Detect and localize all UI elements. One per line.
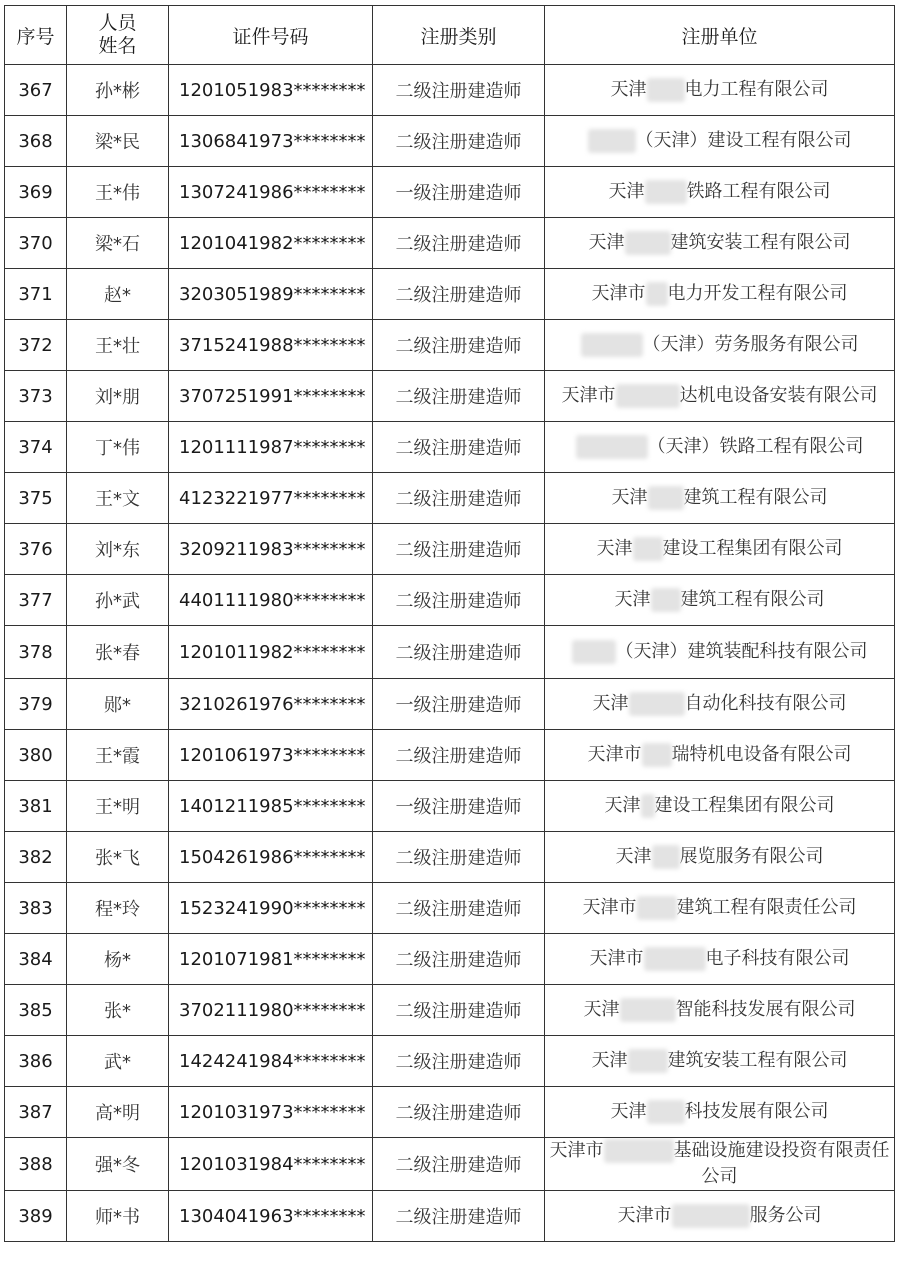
- row-index: 374: [5, 422, 67, 473]
- row-name: 丁*伟: [67, 422, 169, 473]
- unit-suffix: 智能科技发展有限公司: [675, 999, 856, 1020]
- table-row: [5, 1036, 895, 1087]
- unit-suffix: （天津）建筑装配科技有限公司: [615, 641, 868, 662]
- row-index: 381: [5, 781, 67, 832]
- unit-text: [576, 434, 864, 460]
- table-row: [5, 473, 895, 524]
- redacted-blur: [672, 1204, 750, 1228]
- unit-suffix: 电力开发工程有限公司: [667, 283, 848, 304]
- unit-prefix: 天津: [583, 999, 620, 1020]
- row-registration-unit: [545, 218, 895, 269]
- row-registration-type: 二级注册建造师: [373, 218, 545, 269]
- table-row: [5, 320, 895, 371]
- header-name-label: 人员姓名: [98, 12, 137, 57]
- row-name: 强*冬: [67, 1138, 169, 1191]
- row-id-number: 4123221977********: [169, 473, 373, 524]
- row-id-number: 3203051989********: [169, 269, 373, 320]
- row-id-number: 4401111980********: [169, 575, 373, 626]
- row-registration-type: 二级注册建造师: [373, 269, 545, 320]
- row-name: 刘*朋: [67, 371, 169, 422]
- unit-suffix: 自动化科技有限公司: [684, 693, 847, 714]
- row-id-number: 1201011982********: [169, 626, 373, 679]
- unit-text: [583, 895, 857, 921]
- header-id-number: 证件号码: [169, 6, 373, 65]
- row-registration-unit: [545, 116, 895, 167]
- row-registration-type: 二级注册建造师: [373, 65, 545, 116]
- row-registration-unit: [545, 730, 895, 781]
- unit-text: [550, 1138, 890, 1190]
- row-name: 王*明: [67, 781, 169, 832]
- unit-prefix: 天津: [614, 589, 651, 610]
- row-id-number: 3707251991********: [169, 371, 373, 422]
- unit-text: [588, 128, 852, 154]
- unit-suffix: 科技发展有限公司: [684, 1101, 829, 1122]
- row-registration-unit: [545, 167, 895, 218]
- row-id-number: 1523241990********: [169, 883, 373, 934]
- unit-text: [609, 179, 831, 205]
- row-registration-type: 二级注册建造师: [373, 473, 545, 524]
- row-registration-type: 二级注册建造师: [373, 730, 545, 781]
- row-index: 375: [5, 473, 67, 524]
- row-index: 369: [5, 167, 67, 218]
- row-name: 孙*彬: [67, 65, 169, 116]
- row-id-number: 3209211983********: [169, 524, 373, 575]
- row-registration-unit: [545, 832, 895, 883]
- unit-suffix: 建筑安装工程有限公司: [670, 232, 851, 253]
- unit-prefix: 天津: [591, 1050, 628, 1071]
- row-index: 389: [5, 1191, 67, 1242]
- unit-text: [572, 639, 868, 665]
- unit-suffix: 建筑工程有限责任公司: [676, 897, 857, 918]
- unit-text: [593, 691, 847, 717]
- row-id-number: 1201051983********: [169, 65, 373, 116]
- row-id-number: 1201111987********: [169, 422, 373, 473]
- redacted-blur: [647, 78, 685, 102]
- row-name: 张*春: [67, 626, 169, 679]
- redacted-blur: [646, 282, 668, 306]
- unit-prefix: 天津市: [582, 897, 637, 918]
- table-row: [5, 218, 895, 269]
- unit-suffix: 建设工程集团有限公司: [662, 538, 843, 559]
- unit-suffix: 建筑工程有限公司: [680, 589, 825, 610]
- row-registration-type: 二级注册建造师: [373, 320, 545, 371]
- table-row: [5, 269, 895, 320]
- redacted-blur: [629, 692, 685, 716]
- row-name: 张*: [67, 985, 169, 1036]
- row-registration-unit: [545, 1191, 895, 1242]
- unit-suffix: 展览服务有限公司: [679, 846, 824, 867]
- row-registration-type: 二级注册建造师: [373, 1191, 545, 1242]
- row-index: 372: [5, 320, 67, 371]
- row-registration-type: 一级注册建造师: [373, 167, 545, 218]
- row-registration-type: 二级注册建造师: [373, 422, 545, 473]
- unit-text: [605, 793, 835, 819]
- row-name: 刘*东: [67, 524, 169, 575]
- row-registration-type: 二级注册建造师: [373, 524, 545, 575]
- row-id-number: 1304041963********: [169, 1191, 373, 1242]
- redacted-blur: [616, 384, 680, 408]
- redacted-blur: [645, 180, 687, 204]
- row-id-number: 3210261976********: [169, 679, 373, 730]
- unit-text: [592, 1048, 848, 1074]
- unit-text: [611, 77, 829, 103]
- row-registration-type: 二级注册建造师: [373, 1036, 545, 1087]
- unit-suffix: 建筑工程有限公司: [683, 487, 828, 508]
- row-name: 张*飞: [67, 832, 169, 883]
- row-registration-unit: [545, 422, 895, 473]
- table-row: [5, 422, 895, 473]
- row-registration-unit: [545, 473, 895, 524]
- row-index: 367: [5, 65, 67, 116]
- row-index: 385: [5, 985, 67, 1036]
- row-id-number: 1424241984********: [169, 1036, 373, 1087]
- unit-prefix: 天津市: [549, 1140, 604, 1161]
- table-row: [5, 167, 895, 218]
- table-row: [5, 679, 895, 730]
- table-row: [5, 524, 895, 575]
- row-name: 师*书: [67, 1191, 169, 1242]
- header-index: 序号: [5, 6, 67, 65]
- unit-prefix: 天津: [592, 693, 629, 714]
- table-row: [5, 883, 895, 934]
- row-registration-unit: [545, 524, 895, 575]
- unit-text: [581, 332, 859, 358]
- row-name: 武*: [67, 1036, 169, 1087]
- table-row: [5, 985, 895, 1036]
- row-registration-type: 二级注册建造师: [373, 1087, 545, 1138]
- redacted-blur: [572, 640, 616, 664]
- row-index: 383: [5, 883, 67, 934]
- row-registration-unit: [545, 883, 895, 934]
- redacted-blur: [647, 1100, 685, 1124]
- row-name: 梁*石: [67, 218, 169, 269]
- row-registration-type: 一级注册建造师: [373, 679, 545, 730]
- redacted-blur: [620, 998, 676, 1022]
- row-id-number: 3715241988********: [169, 320, 373, 371]
- row-id-number: 1201031973********: [169, 1087, 373, 1138]
- unit-suffix: 服务公司: [749, 1205, 822, 1226]
- row-registration-type: 一级注册建造师: [373, 781, 545, 832]
- unit-text: [615, 587, 825, 613]
- row-registration-type: 二级注册建造师: [373, 371, 545, 422]
- redacted-blur: [642, 743, 672, 767]
- row-name: 程*玲: [67, 883, 169, 934]
- redacted-blur: [628, 1049, 668, 1073]
- redacted-blur: [641, 794, 655, 818]
- unit-prefix: 天津市: [589, 948, 644, 969]
- table-row: [5, 626, 895, 679]
- table-row: [5, 730, 895, 781]
- row-index: 371: [5, 269, 67, 320]
- row-name: 王*霞: [67, 730, 169, 781]
- unit-suffix: 达机电设备安装有限公司: [679, 385, 878, 406]
- unit-suffix: （天津）铁路工程有限公司: [647, 436, 864, 457]
- unit-suffix: 电力工程有限公司: [684, 79, 829, 100]
- redacted-blur: [652, 845, 680, 869]
- row-registration-unit: [545, 934, 895, 985]
- unit-prefix: 天津: [588, 232, 625, 253]
- row-id-number: 1307241986********: [169, 167, 373, 218]
- row-id-number: 1504261986********: [169, 832, 373, 883]
- unit-text: [597, 536, 843, 562]
- table-row: [5, 934, 895, 985]
- redacted-blur: [625, 231, 671, 255]
- row-index: 387: [5, 1087, 67, 1138]
- row-registration-type: 二级注册建造师: [373, 626, 545, 679]
- row-registration-type: 二级注册建造师: [373, 575, 545, 626]
- row-name: 杨*: [67, 934, 169, 985]
- unit-text: [590, 946, 850, 972]
- unit-prefix: 天津: [604, 795, 641, 816]
- table-header-row: [5, 6, 895, 65]
- row-name: 高*明: [67, 1087, 169, 1138]
- row-registration-unit: [545, 1087, 895, 1138]
- registration-table: [4, 5, 895, 1242]
- unit-suffix: 建设工程集团有限公司: [654, 795, 835, 816]
- row-index: 373: [5, 371, 67, 422]
- row-registration-unit: [545, 65, 895, 116]
- row-index: 380: [5, 730, 67, 781]
- redacted-blur: [637, 896, 677, 920]
- unit-suffix: 电子科技有限公司: [705, 948, 850, 969]
- registration-table-page: [4, 5, 895, 1242]
- unit-text: [616, 844, 824, 870]
- row-registration-unit: [545, 371, 895, 422]
- unit-prefix: 天津: [608, 181, 645, 202]
- table-row: [5, 371, 895, 422]
- redacted-blur: [644, 947, 706, 971]
- table-row: [5, 1087, 895, 1138]
- unit-prefix: 天津市: [587, 744, 642, 765]
- row-index: 376: [5, 524, 67, 575]
- unit-prefix: 天津市: [561, 385, 616, 406]
- row-index: 382: [5, 832, 67, 883]
- redacted-blur: [651, 588, 681, 612]
- table-row: [5, 116, 895, 167]
- row-name: 王*文: [67, 473, 169, 524]
- unit-text: [612, 485, 828, 511]
- row-registration-type: 二级注册建造师: [373, 116, 545, 167]
- redacted-blur: [633, 537, 663, 561]
- row-name: 梁*民: [67, 116, 169, 167]
- row-index: 370: [5, 218, 67, 269]
- unit-suffix: 基础设施建设投资有限责任公司: [673, 1140, 890, 1187]
- row-registration-unit: [545, 626, 895, 679]
- row-name: 郧*: [67, 679, 169, 730]
- row-name: 王*伟: [67, 167, 169, 218]
- unit-prefix: 天津: [610, 1101, 647, 1122]
- row-id-number: 1201031984********: [169, 1138, 373, 1191]
- unit-text: [584, 997, 856, 1023]
- row-name: 赵*: [67, 269, 169, 320]
- unit-suffix: 瑞特机电设备有限公司: [671, 744, 852, 765]
- row-id-number: 1401211985********: [169, 781, 373, 832]
- row-registration-type: 二级注册建造师: [373, 1138, 545, 1191]
- row-name: 孙*武: [67, 575, 169, 626]
- row-id-number: 1201061973********: [169, 730, 373, 781]
- row-registration-unit: [545, 269, 895, 320]
- redacted-blur: [576, 435, 648, 459]
- table-row: [5, 781, 895, 832]
- redacted-blur: [581, 333, 643, 357]
- row-registration-type: 二级注册建造师: [373, 883, 545, 934]
- unit-suffix: （天津）劳务服务有限公司: [642, 334, 859, 355]
- unit-text: [588, 742, 852, 768]
- table-row: [5, 1191, 895, 1242]
- unit-prefix: 天津市: [591, 283, 646, 304]
- unit-text: [592, 281, 848, 307]
- row-registration-unit: [545, 1036, 895, 1087]
- row-registration-unit: [545, 781, 895, 832]
- header-registration-type: 注册类别: [373, 6, 545, 65]
- unit-prefix: 天津市: [617, 1205, 672, 1226]
- row-index: 368: [5, 116, 67, 167]
- row-registration-type: 二级注册建造师: [373, 985, 545, 1036]
- unit-prefix: 天津: [610, 79, 647, 100]
- redacted-blur: [604, 1139, 674, 1163]
- table-row: [5, 832, 895, 883]
- row-id-number: 1306841973********: [169, 116, 373, 167]
- row-index: 384: [5, 934, 67, 985]
- unit-suffix: （天津）建设工程有限公司: [635, 130, 852, 151]
- row-index: 377: [5, 575, 67, 626]
- unit-prefix: 天津: [611, 487, 648, 508]
- unit-text: [611, 1099, 829, 1125]
- row-id-number: 1201041982********: [169, 218, 373, 269]
- unit-text: [562, 383, 878, 409]
- row-registration-type: 二级注册建造师: [373, 832, 545, 883]
- header-registration-unit: 注册单位: [545, 6, 895, 65]
- row-registration-unit: [545, 575, 895, 626]
- unit-text: [589, 230, 851, 256]
- table-row: [5, 575, 895, 626]
- redacted-blur: [648, 486, 684, 510]
- row-name: 王*壮: [67, 320, 169, 371]
- unit-text: [618, 1203, 822, 1229]
- redacted-blur: [588, 129, 636, 153]
- unit-suffix: 铁路工程有限公司: [686, 181, 831, 202]
- row-registration-unit: [545, 985, 895, 1036]
- row-index: 379: [5, 679, 67, 730]
- header-name: [67, 6, 169, 65]
- row-registration-type: 二级注册建造师: [373, 934, 545, 985]
- row-index: 378: [5, 626, 67, 679]
- row-id-number: 3702111980********: [169, 985, 373, 1036]
- unit-prefix: 天津: [615, 846, 652, 867]
- row-id-number: 1201071981********: [169, 934, 373, 985]
- unit-prefix: 天津: [596, 538, 633, 559]
- table-row: [5, 1138, 895, 1191]
- row-registration-unit: [545, 679, 895, 730]
- row-registration-unit: [545, 1138, 895, 1191]
- table-row: [5, 65, 895, 116]
- row-index: 388: [5, 1138, 67, 1191]
- unit-suffix: 建筑安装工程有限公司: [667, 1050, 848, 1071]
- row-index: 386: [5, 1036, 67, 1087]
- row-registration-unit: [545, 320, 895, 371]
